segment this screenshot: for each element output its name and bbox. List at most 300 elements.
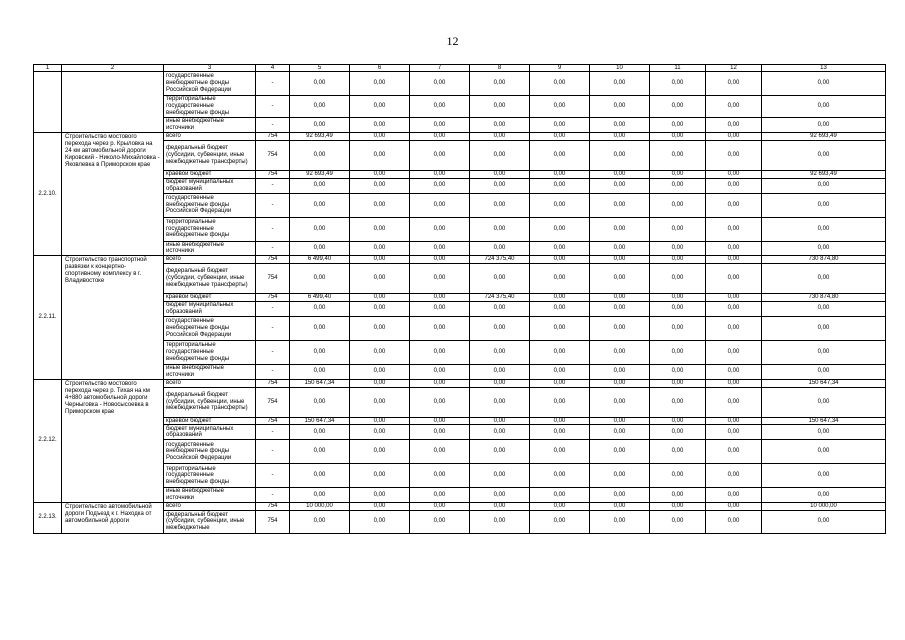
amount-cell: 0,00 bbox=[650, 293, 706, 301]
page-number: 12 bbox=[446, 34, 459, 48]
amount-cell: 0,00 bbox=[762, 140, 886, 170]
amount-cell: 0,00 bbox=[470, 241, 530, 256]
amount-cell: 0,00 bbox=[650, 440, 706, 464]
amount-cell: 0,00 bbox=[470, 316, 530, 340]
amount-cell: 0,00 bbox=[706, 170, 762, 178]
amount-cell: 0,00 bbox=[410, 364, 470, 379]
amount-cell: 10 000,00 bbox=[290, 502, 350, 510]
amount-cell: 0,00 bbox=[706, 256, 762, 264]
amount-cell: 0,00 bbox=[530, 241, 590, 256]
amount-cell: 0,00 bbox=[290, 140, 350, 170]
amount-cell: 0,00 bbox=[410, 140, 470, 170]
amount-cell: 0,00 bbox=[530, 301, 590, 316]
funding-source: территориальные государственные внебюджетные фонды bbox=[164, 96, 256, 118]
amount-cell: 0,00 bbox=[650, 263, 706, 293]
amount-cell: 0,00 bbox=[650, 510, 706, 533]
amount-cell: 0,00 bbox=[410, 118, 470, 133]
funding-source: иные внебюджетные источники bbox=[164, 118, 256, 133]
amount-cell: 0,00 bbox=[290, 340, 350, 364]
funding-source: иные внебюджетные источники bbox=[164, 488, 256, 503]
amount-cell: 0,00 bbox=[410, 488, 470, 503]
amount-cell: 0,00 bbox=[410, 440, 470, 464]
amount-cell: 0,00 bbox=[590, 502, 650, 510]
budget-code: 754 bbox=[256, 170, 290, 178]
amount-cell: 0,00 bbox=[590, 387, 650, 417]
amount-cell: 0,00 bbox=[590, 293, 650, 301]
amount-cell: 0,00 bbox=[350, 488, 410, 503]
amount-cell: 0,00 bbox=[762, 263, 886, 293]
funding-source: территориальные государственные внебюджетные фонды bbox=[164, 340, 256, 364]
amount-cell: 0,00 bbox=[350, 256, 410, 264]
amount-cell: 0,00 bbox=[350, 263, 410, 293]
amount-cell: 150 647,34 bbox=[762, 417, 886, 425]
amount-cell: 0,00 bbox=[350, 118, 410, 133]
budget-code: - bbox=[256, 96, 290, 118]
amount-cell: 0,00 bbox=[590, 241, 650, 256]
amount-cell: 0,00 bbox=[762, 387, 886, 417]
budget-code: 754 bbox=[256, 293, 290, 301]
amount-cell: 0,00 bbox=[530, 379, 590, 387]
amount-cell: 0,00 bbox=[530, 178, 590, 193]
item-code: 2.2.13. bbox=[34, 502, 62, 533]
amount-cell: 0,00 bbox=[290, 72, 350, 96]
amount-cell: 0,00 bbox=[410, 316, 470, 340]
funding-source: бюджет муниципальных образований bbox=[164, 425, 256, 440]
amount-cell: 0,00 bbox=[706, 293, 762, 301]
amount-cell: 0,00 bbox=[530, 217, 590, 241]
funding-source: государственные внебюджетные фонды Российской Федерации bbox=[164, 193, 256, 217]
amount-cell: 0,00 bbox=[470, 488, 530, 503]
budget-code: - bbox=[256, 340, 290, 364]
amount-cell: 0,00 bbox=[530, 170, 590, 178]
amount-cell: 0,00 bbox=[650, 417, 706, 425]
column-header: 10 bbox=[590, 65, 650, 72]
amount-cell: 0,00 bbox=[650, 364, 706, 379]
amount-cell: 0,00 bbox=[530, 263, 590, 293]
amount-cell: 0,00 bbox=[762, 118, 886, 133]
amount-cell: 0,00 bbox=[706, 72, 762, 96]
item-code: 2.2.12. bbox=[34, 379, 62, 502]
amount-cell: 92 693,49 bbox=[762, 133, 886, 141]
amount-cell: 0,00 bbox=[470, 72, 530, 96]
amount-cell: 0,00 bbox=[470, 193, 530, 217]
budget-code: - bbox=[256, 488, 290, 503]
amount-cell: 0,00 bbox=[290, 263, 350, 293]
amount-cell: 0,00 bbox=[530, 293, 590, 301]
amount-cell: 6 499,40 bbox=[290, 256, 350, 264]
funding-source: бюджет муниципальных образований bbox=[164, 178, 256, 193]
amount-cell: 150 647,34 bbox=[290, 379, 350, 387]
budget-code: 754 bbox=[256, 510, 290, 533]
column-header: 6 bbox=[350, 65, 410, 72]
item-code: 2.2.10. bbox=[34, 133, 62, 256]
amount-cell: 0,00 bbox=[350, 170, 410, 178]
object-name: Строительство мостового перехода через р. Крыловка на 24 км автомобильной дороги Кировский - Николо-Михайловка - Яковлевка в Приморском крае bbox=[62, 133, 164, 256]
amount-cell: 0,00 bbox=[706, 364, 762, 379]
amount-cell: 0,00 bbox=[410, 133, 470, 141]
amount-cell: 0,00 bbox=[290, 488, 350, 503]
amount-cell: 0,00 bbox=[590, 118, 650, 133]
amount-cell: 0,00 bbox=[290, 193, 350, 217]
object-name: Строительство автомобильной дороги Подъезд к г. Находка от автомобильной дороги bbox=[62, 502, 164, 533]
amount-cell: 0,00 bbox=[706, 178, 762, 193]
funding-source: краевой бюджет bbox=[164, 417, 256, 425]
funding-source: федеральный бюджет (субсидии, субвенции, иные межбюджетные трансферты) bbox=[164, 387, 256, 417]
amount-cell: 0,00 bbox=[530, 140, 590, 170]
amount-cell: 0,00 bbox=[650, 96, 706, 118]
amount-cell: 0,00 bbox=[650, 178, 706, 193]
amount-cell: 0,00 bbox=[470, 178, 530, 193]
amount-cell: 0,00 bbox=[706, 140, 762, 170]
funding-source: всего bbox=[164, 379, 256, 387]
table-row bbox=[34, 256, 886, 264]
amount-cell: 0,00 bbox=[350, 178, 410, 193]
column-header: 5 bbox=[290, 65, 350, 72]
funding-source: всего bbox=[164, 502, 256, 510]
amount-cell: 0,00 bbox=[590, 464, 650, 488]
amount-cell: 0,00 bbox=[530, 340, 590, 364]
amount-cell: 0,00 bbox=[762, 464, 886, 488]
amount-cell: 0,00 bbox=[470, 118, 530, 133]
amount-cell: 0,00 bbox=[290, 440, 350, 464]
amount-cell: 0,00 bbox=[530, 425, 590, 440]
table-row bbox=[34, 133, 886, 141]
budget-code: - bbox=[256, 217, 290, 241]
amount-cell: 0,00 bbox=[530, 464, 590, 488]
amount-cell: 0,00 bbox=[290, 387, 350, 417]
table-row bbox=[34, 72, 886, 96]
amount-cell: 0,00 bbox=[530, 440, 590, 464]
amount-cell: 0,00 bbox=[650, 387, 706, 417]
amount-cell: 0,00 bbox=[762, 364, 886, 379]
amount-cell: 730 874,80 bbox=[762, 256, 886, 264]
amount-cell: 0,00 bbox=[530, 96, 590, 118]
amount-cell: 0,00 bbox=[590, 316, 650, 340]
amount-cell: 0,00 bbox=[410, 193, 470, 217]
amount-cell: 0,00 bbox=[590, 364, 650, 379]
amount-cell: 0,00 bbox=[470, 379, 530, 387]
amount-cell: 0,00 bbox=[762, 241, 886, 256]
object-name bbox=[62, 72, 164, 133]
amount-cell: 0,00 bbox=[470, 510, 530, 533]
amount-cell: 0,00 bbox=[706, 488, 762, 503]
amount-cell: 0,00 bbox=[470, 96, 530, 118]
amount-cell: 0,00 bbox=[762, 301, 886, 316]
budget-code: - bbox=[256, 301, 290, 316]
amount-cell: 0,00 bbox=[762, 96, 886, 118]
funding-source: краевой бюджет bbox=[164, 293, 256, 301]
amount-cell: 0,00 bbox=[706, 417, 762, 425]
funding-source: иные внебюджетные источники bbox=[164, 364, 256, 379]
budget-code: - bbox=[256, 72, 290, 96]
amount-cell: 0,00 bbox=[530, 72, 590, 96]
funding-source: государственные внебюджетные фонды Российской Федерации bbox=[164, 440, 256, 464]
amount-cell: 0,00 bbox=[350, 340, 410, 364]
object-name: Строительство мостового перехода через р. Тихая на км 4+880 автомобильной дороги Черныговка - Новосысоевка в Приморском крае bbox=[62, 379, 164, 502]
amount-cell: 10 000,00 bbox=[762, 502, 886, 510]
amount-cell: 0,00 bbox=[590, 301, 650, 316]
amount-cell: 0,00 bbox=[706, 425, 762, 440]
amount-cell: 0,00 bbox=[350, 364, 410, 379]
amount-cell: 0,00 bbox=[350, 379, 410, 387]
amount-cell: 0,00 bbox=[350, 217, 410, 241]
amount-cell: 0,00 bbox=[762, 193, 886, 217]
amount-cell: 0,00 bbox=[290, 217, 350, 241]
amount-cell: 0,00 bbox=[590, 425, 650, 440]
amount-cell: 0,00 bbox=[530, 364, 590, 379]
amount-cell: 0,00 bbox=[590, 170, 650, 178]
amount-cell: 0,00 bbox=[706, 96, 762, 118]
amount-cell: 0,00 bbox=[470, 340, 530, 364]
funding-source: всего bbox=[164, 133, 256, 141]
amount-cell: 0,00 bbox=[470, 425, 530, 440]
amount-cell: 0,00 bbox=[706, 193, 762, 217]
amount-cell: 0,00 bbox=[706, 241, 762, 256]
amount-cell: 0,00 bbox=[410, 96, 470, 118]
amount-cell: 0,00 bbox=[350, 193, 410, 217]
budget-code: - bbox=[256, 193, 290, 217]
amount-cell: 0,00 bbox=[290, 118, 350, 133]
column-header: 12 bbox=[706, 65, 762, 72]
budget-code: - bbox=[256, 178, 290, 193]
amount-cell: 0,00 bbox=[650, 133, 706, 141]
amount-cell: 0,00 bbox=[590, 510, 650, 533]
header-row bbox=[34, 65, 886, 72]
amount-cell: 0,00 bbox=[650, 241, 706, 256]
amount-cell: 92 693,49 bbox=[762, 170, 886, 178]
amount-cell: 0,00 bbox=[470, 140, 530, 170]
amount-cell: 0,00 bbox=[470, 440, 530, 464]
funding-source: государственные внебюджетные фонды Российской Федерации bbox=[164, 316, 256, 340]
amount-cell: 0,00 bbox=[530, 316, 590, 340]
budget-code: 754 bbox=[256, 387, 290, 417]
amount-cell: 92 693,49 bbox=[290, 170, 350, 178]
amount-cell: 0,00 bbox=[590, 178, 650, 193]
amount-cell: 0,00 bbox=[290, 364, 350, 379]
amount-cell: 0,00 bbox=[410, 72, 470, 96]
amount-cell: 150 647,34 bbox=[290, 417, 350, 425]
amount-cell: 0,00 bbox=[470, 387, 530, 417]
amount-cell: 0,00 bbox=[410, 340, 470, 364]
amount-cell: 0,00 bbox=[350, 425, 410, 440]
budget-table bbox=[33, 64, 886, 534]
budget-code: 754 bbox=[256, 502, 290, 510]
amount-cell: 0,00 bbox=[350, 72, 410, 96]
amount-cell: 0,00 bbox=[470, 133, 530, 141]
amount-cell: 0,00 bbox=[706, 440, 762, 464]
amount-cell: 0,00 bbox=[470, 464, 530, 488]
amount-cell: 0,00 bbox=[590, 256, 650, 264]
amount-cell: 0,00 bbox=[350, 241, 410, 256]
amount-cell: 0,00 bbox=[706, 379, 762, 387]
budget-code: - bbox=[256, 440, 290, 464]
amount-cell: 0,00 bbox=[350, 96, 410, 118]
table-row bbox=[34, 379, 886, 387]
amount-cell: 0,00 bbox=[410, 263, 470, 293]
budget-code: - bbox=[256, 425, 290, 440]
amount-cell: 0,00 bbox=[290, 241, 350, 256]
amount-cell: 0,00 bbox=[290, 464, 350, 488]
funding-source: федеральный бюджет (субсидии, субвенции, иные межбюджетные трансферты) bbox=[164, 140, 256, 170]
amount-cell: 0,00 bbox=[410, 170, 470, 178]
funding-source: территориальные государственные внебюджетные фонды bbox=[164, 464, 256, 488]
amount-cell: 0,00 bbox=[706, 387, 762, 417]
amount-cell: 0,00 bbox=[350, 316, 410, 340]
amount-cell: 0,00 bbox=[410, 379, 470, 387]
amount-cell: 0,00 bbox=[650, 502, 706, 510]
amount-cell: 0,00 bbox=[350, 140, 410, 170]
amount-cell: 0,00 bbox=[706, 263, 762, 293]
amount-cell: 0,00 bbox=[590, 133, 650, 141]
amount-cell: 0,00 bbox=[470, 217, 530, 241]
funding-source: территориальные государственные внебюджетные фонды bbox=[164, 217, 256, 241]
amount-cell: 0,00 bbox=[590, 340, 650, 364]
amount-cell: 0,00 bbox=[530, 488, 590, 503]
budget-code: - bbox=[256, 316, 290, 340]
amount-cell: 0,00 bbox=[650, 217, 706, 241]
amount-cell: 724 375,40 bbox=[470, 256, 530, 264]
amount-cell: 0,00 bbox=[650, 488, 706, 503]
amount-cell: 0,00 bbox=[350, 301, 410, 316]
amount-cell: 0,00 bbox=[762, 72, 886, 96]
amount-cell: 0,00 bbox=[350, 440, 410, 464]
amount-cell: 0,00 bbox=[762, 316, 886, 340]
amount-cell: 0,00 bbox=[590, 417, 650, 425]
amount-cell: 0,00 bbox=[706, 340, 762, 364]
amount-cell: 0,00 bbox=[650, 256, 706, 264]
amount-cell: 0,00 bbox=[762, 340, 886, 364]
amount-cell: 0,00 bbox=[706, 316, 762, 340]
funding-source: всего bbox=[164, 256, 256, 264]
amount-cell: 730 874,80 bbox=[762, 293, 886, 301]
amount-cell: 0,00 bbox=[410, 241, 470, 256]
budget-code: 754 bbox=[256, 379, 290, 387]
funding-source: государственные внебюджетные фонды Российской Федерации bbox=[164, 72, 256, 96]
budget-code: 754 bbox=[256, 140, 290, 170]
budget-code: - bbox=[256, 364, 290, 379]
budget-code: 754 bbox=[256, 263, 290, 293]
column-header: 9 bbox=[530, 65, 590, 72]
object-name: Строительство транспортной развязки к концертно- спортивному комплексу в г. Владивостоке bbox=[62, 256, 164, 380]
amount-cell: 0,00 bbox=[290, 178, 350, 193]
funding-source: иные внебюджетные источники bbox=[164, 241, 256, 256]
amount-cell: 0,00 bbox=[290, 301, 350, 316]
budget-code: 754 bbox=[256, 256, 290, 264]
funding-source: бюджет муниципальных образований bbox=[164, 301, 256, 316]
amount-cell: 0,00 bbox=[590, 379, 650, 387]
amount-cell: 92 693,49 bbox=[290, 133, 350, 141]
amount-cell: 0,00 bbox=[350, 133, 410, 141]
amount-cell: 0,00 bbox=[650, 301, 706, 316]
item-code bbox=[34, 72, 62, 133]
amount-cell: 0,00 bbox=[410, 217, 470, 241]
column-header: 7 bbox=[410, 65, 470, 72]
amount-cell: 0,00 bbox=[290, 510, 350, 533]
amount-cell: 0,00 bbox=[706, 133, 762, 141]
amount-cell: 0,00 bbox=[590, 96, 650, 118]
amount-cell: 0,00 bbox=[762, 425, 886, 440]
amount-cell: 0,00 bbox=[590, 193, 650, 217]
column-header: 1 bbox=[34, 65, 62, 72]
amount-cell: 0,00 bbox=[410, 301, 470, 316]
amount-cell: 0,00 bbox=[530, 510, 590, 533]
amount-cell: 0,00 bbox=[290, 316, 350, 340]
amount-cell: 0,00 bbox=[650, 193, 706, 217]
budget-code: - bbox=[256, 241, 290, 256]
amount-cell: 0,00 bbox=[706, 464, 762, 488]
budget-code: - bbox=[256, 464, 290, 488]
amount-cell: 0,00 bbox=[350, 387, 410, 417]
amount-cell: 0,00 bbox=[706, 118, 762, 133]
amount-cell: 0,00 bbox=[590, 217, 650, 241]
column-header: 8 bbox=[470, 65, 530, 72]
amount-cell: 0,00 bbox=[762, 178, 886, 193]
amount-cell: 0,00 bbox=[350, 510, 410, 533]
amount-cell: 0,00 bbox=[590, 440, 650, 464]
amount-cell: 0,00 bbox=[470, 502, 530, 510]
amount-cell: 0,00 bbox=[530, 256, 590, 264]
item-code: 2.2.11. bbox=[34, 256, 62, 380]
amount-cell: 0,00 bbox=[650, 379, 706, 387]
amount-cell: 0,00 bbox=[350, 417, 410, 425]
amount-cell: 0,00 bbox=[530, 193, 590, 217]
amount-cell: 0,00 bbox=[470, 364, 530, 379]
amount-cell: 0,00 bbox=[650, 170, 706, 178]
amount-cell: 0,00 bbox=[350, 293, 410, 301]
amount-cell: 0,00 bbox=[650, 464, 706, 488]
amount-cell: 6 499,40 bbox=[290, 293, 350, 301]
amount-cell: 0,00 bbox=[762, 440, 886, 464]
amount-cell: 0,00 bbox=[410, 464, 470, 488]
column-header: 4 bbox=[256, 65, 290, 72]
amount-cell: 0,00 bbox=[762, 217, 886, 241]
amount-cell: 0,00 bbox=[762, 488, 886, 503]
amount-cell: 0,00 bbox=[410, 425, 470, 440]
amount-cell: 0,00 bbox=[590, 140, 650, 170]
amount-cell: 0,00 bbox=[530, 502, 590, 510]
amount-cell: 0,00 bbox=[590, 72, 650, 96]
amount-cell: 0,00 bbox=[590, 263, 650, 293]
amount-cell: 0,00 bbox=[650, 316, 706, 340]
amount-cell: 0,00 bbox=[410, 178, 470, 193]
amount-cell: 0,00 bbox=[410, 510, 470, 533]
amount-cell: 0,00 bbox=[530, 387, 590, 417]
table-row bbox=[34, 502, 886, 510]
funding-source: краевой бюджет bbox=[164, 170, 256, 178]
column-header: 11 bbox=[650, 65, 706, 72]
amount-cell: 0,00 bbox=[706, 217, 762, 241]
amount-cell: 0,00 bbox=[650, 118, 706, 133]
amount-cell: 0,00 bbox=[410, 417, 470, 425]
amount-cell: 0,00 bbox=[410, 256, 470, 264]
amount-cell: 0,00 bbox=[350, 502, 410, 510]
amount-cell: 0,00 bbox=[470, 301, 530, 316]
amount-cell: 0,00 bbox=[762, 510, 886, 533]
column-header: 3 bbox=[164, 65, 256, 72]
amount-cell: 0,00 bbox=[410, 502, 470, 510]
amount-cell: 0,00 bbox=[530, 118, 590, 133]
amount-cell: 724 375,40 bbox=[470, 293, 530, 301]
amount-cell: 0,00 bbox=[350, 464, 410, 488]
amount-cell: 0,00 bbox=[530, 417, 590, 425]
amount-cell: 0,00 bbox=[650, 340, 706, 364]
amount-cell: 0,00 bbox=[650, 140, 706, 170]
column-header: 2 bbox=[62, 65, 164, 72]
amount-cell: 0,00 bbox=[650, 425, 706, 440]
budget-code: - bbox=[256, 118, 290, 133]
amount-cell: 0,00 bbox=[590, 488, 650, 503]
amount-cell: 0,00 bbox=[470, 417, 530, 425]
